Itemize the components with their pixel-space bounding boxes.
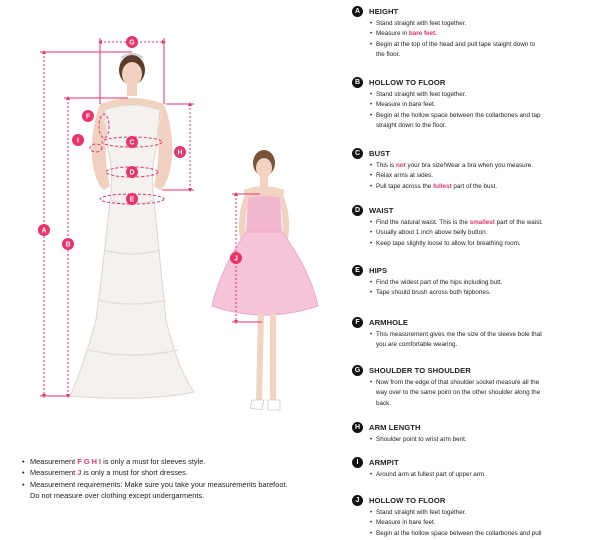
step-f (350, 317, 600, 351)
step-letter-badge: F (352, 317, 363, 328)
step-letter-badge: I (352, 457, 363, 468)
step-title: HIPS (369, 266, 388, 275)
instruction-text: Now from the edge of that shoulder socket measure all the (376, 379, 540, 386)
step-b (350, 77, 600, 132)
note-undergarments: Do not measure over clothing except undergarments. (30, 491, 205, 501)
step-title: ARM LENGTH (369, 423, 421, 432)
marker-i (72, 134, 84, 146)
step-title: WAIST (369, 206, 394, 215)
step-letter-badge: E (352, 265, 363, 276)
instruction-line: • Measure in bare feet. (370, 101, 436, 109)
instruction-line: • Find the natural waist. This is the smallest part of the waist. (370, 219, 543, 226)
step-c (350, 148, 600, 192)
instruction-text: way over to the same point on the other shoulder along the (376, 389, 541, 397)
girl-figure (212, 150, 318, 410)
instruction-line: • Pull tape across the fullest part of the bust. (370, 182, 498, 190)
step-g (350, 365, 600, 409)
step-header (350, 77, 600, 89)
svg-text:G: G (129, 39, 135, 47)
step-a (350, 6, 600, 61)
svg-text:I: I (77, 137, 79, 145)
marker-c (126, 136, 138, 148)
instruction-line: • Begin at the hollow space between the collarbones and pull (370, 529, 542, 537)
instruction-text: Stand straight with feet together. (376, 20, 467, 27)
instruction-text: part of the waist. (494, 219, 543, 226)
instruction-line: • Around arm at fullest part of upper arm. (370, 471, 486, 478)
bride-neck (127, 84, 137, 96)
instruction-line (370, 399, 600, 409)
girl-legs (256, 312, 276, 400)
instruction-line: • Find the widest part of the hips including butt. (370, 279, 503, 286)
instruction-text: Tape should brush across both hipbones. (376, 289, 491, 297)
step-header (350, 457, 600, 469)
instruction-text: Measure in (376, 30, 409, 38)
instruction-text: Measure in bare feet. (376, 101, 436, 109)
instruction-line: • Stand straight with feet together. (370, 509, 467, 516)
note-short-dresses: • Measurement J is only a must for short dresses. (22, 468, 188, 478)
step-letter-badge: A (352, 6, 363, 17)
figures-svg (0, 0, 340, 450)
step-instructions (370, 19, 600, 61)
instruction-line: • Usually about 1 inch above belly button. (370, 229, 488, 237)
step-instructions (370, 508, 600, 539)
instruction-text: Find the widest part of the hips including butt. (376, 279, 503, 286)
instruction-text: back. (376, 399, 392, 407)
step-header (350, 148, 600, 160)
step-instructions (370, 378, 600, 409)
girl-bodice (246, 196, 282, 232)
svg-text:H: H (177, 149, 183, 157)
step-instructions (370, 470, 600, 480)
instruction-line (370, 121, 600, 131)
instruction-line: • Measure in bare feet. (370, 519, 436, 527)
instruction-text: Pull tape across the (376, 182, 434, 190)
step-instructions (370, 90, 600, 132)
instruction-text: Find the natural waist. This is the (376, 219, 470, 226)
highlight-text: bare feet. (408, 30, 437, 38)
instruction-line: • Begin at the hollow space between the collarbones and tap (370, 111, 541, 119)
girl-face (256, 158, 272, 178)
step-i (350, 457, 600, 480)
step-title: HOLLOW TO FLOOR (369, 496, 446, 505)
step-title: ARMHOLE (369, 318, 409, 327)
svg-text:A: A (41, 227, 47, 235)
bride-face (122, 62, 142, 86)
svg-text:E: E (129, 196, 135, 204)
marker-f (82, 110, 94, 122)
instruction-text: This is (376, 162, 396, 169)
marker-d (126, 166, 138, 178)
instruction-text: Keep tape slightly loose to allow for breathing room. (376, 239, 521, 247)
step-title: SHOULDER TO SHOULDER (369, 366, 471, 375)
step-instructions (370, 218, 600, 249)
instruction-text: part of the bust. (451, 182, 498, 190)
instruction-line: • Now from the edge of that shoulder socket measure all the (370, 379, 540, 386)
marker-j (230, 252, 242, 264)
svg-text:B: B (65, 241, 71, 249)
step-instructions (370, 435, 600, 445)
step-instructions (370, 278, 600, 299)
step-j (350, 495, 600, 539)
step-e (350, 265, 600, 299)
marker-g (126, 36, 138, 48)
instruction-line: • Keep tape slightly loose to allow for breathing room. (370, 239, 521, 247)
step-header (350, 495, 600, 507)
instruction-line: • This is not your bra size!Wear a bra when you measure. (370, 162, 534, 169)
instruction-text: Relax arms at sides. (376, 172, 434, 180)
svg-text:J: J (234, 255, 238, 263)
step-header (350, 205, 600, 217)
measurement-notes (22, 456, 342, 502)
step-header (350, 6, 600, 18)
instruction-line (370, 340, 600, 350)
note-sleeves: • Measurement F G H I is only a must for sleeves style. (22, 457, 206, 466)
marker-h (174, 146, 186, 158)
instruction-line (370, 50, 600, 60)
instruction-text: This measurement gives me the size of the sleeve bole that (376, 331, 542, 338)
svg-text:D: D (129, 169, 135, 177)
instruction-text: Around arm at fullest part of upper arm. (376, 471, 486, 478)
measurement-steps (350, 0, 600, 540)
girl-shoes (250, 400, 280, 410)
instruction-text: Usually about 1 inch above belly button. (376, 229, 488, 237)
marker-e (126, 193, 138, 205)
instruction-text: Begin at the top of the head and pull tape staight down to (376, 40, 536, 48)
step-letter-badge: C (352, 148, 363, 159)
svg-text:C: C (129, 139, 135, 147)
highlight-text: fullest (433, 182, 452, 190)
instruction-line: • Relax arms at sides. (370, 172, 434, 180)
instruction-text: Begin at the hollow space between the collarbones and tap (376, 111, 541, 119)
step-header (350, 365, 600, 377)
step-d (350, 205, 600, 249)
instruction-text: Stand straight with feet together. (376, 509, 467, 516)
instruction-text: you are comfortable wearing. (376, 341, 458, 349)
step-letter-badge: H (352, 422, 363, 433)
instruction-line: • Measure in bare feet. (370, 30, 437, 38)
bride-figure (70, 54, 194, 398)
step-header (350, 422, 600, 434)
instruction-text: Stand straight with feet together. (376, 91, 467, 98)
step-h (350, 422, 600, 445)
instruction-text: your bra size!Wear a bra when you measure. (405, 162, 534, 169)
step-letter-badge: B (352, 77, 363, 88)
instruction-line: • Stand straight with feet together. (370, 20, 467, 27)
step-instructions (370, 161, 600, 192)
instruction-line (370, 388, 600, 398)
instruction-text: Measure in bare feet. (376, 519, 436, 527)
note-requirements: • Measurement requirements: Make sure you take your measurements barefoot. (22, 479, 288, 489)
step-header (350, 317, 600, 329)
step-letter-badge: G (352, 365, 363, 376)
instruction-text: Begin at the hollow space between the collarbones and pull (376, 529, 542, 537)
instruction-line: • Tape should brush across both hipbones. (370, 289, 491, 297)
step-title: BUST (369, 149, 391, 158)
step-letter-badge: J (352, 495, 363, 506)
instruction-line: • Begin at the top of the head and pull tape staight down to (370, 40, 536, 48)
step-header (350, 265, 600, 277)
step-title: ARMPIT (369, 458, 399, 467)
step-letter-badge: D (352, 205, 363, 216)
girl-neck (260, 176, 268, 186)
highlight-text: not (395, 162, 406, 169)
highlight-text: smallest (469, 219, 495, 226)
instruction-line: • Stand straight with feet together. (370, 91, 467, 98)
instruction-text: straight down to the floor. (376, 122, 447, 130)
step-instructions (370, 330, 600, 351)
instruction-line: • This measurement gives me the size of the sleeve bole that (370, 331, 542, 338)
marker-b (62, 238, 74, 250)
instruction-text: the floor. (376, 51, 401, 59)
svg-text:F: F (85, 113, 91, 121)
instruction-line: • Shoulder point to wrist arm bent. (370, 436, 467, 443)
girl-skirt (212, 232, 318, 315)
step-title: HEIGHT (369, 7, 399, 16)
instruction-text: Shoulder point to wrist arm bent. (376, 436, 467, 443)
step-title: HOLLOW TO FLOOR (369, 78, 446, 87)
measurement-illustration (0, 0, 340, 450)
marker-a (38, 224, 50, 236)
